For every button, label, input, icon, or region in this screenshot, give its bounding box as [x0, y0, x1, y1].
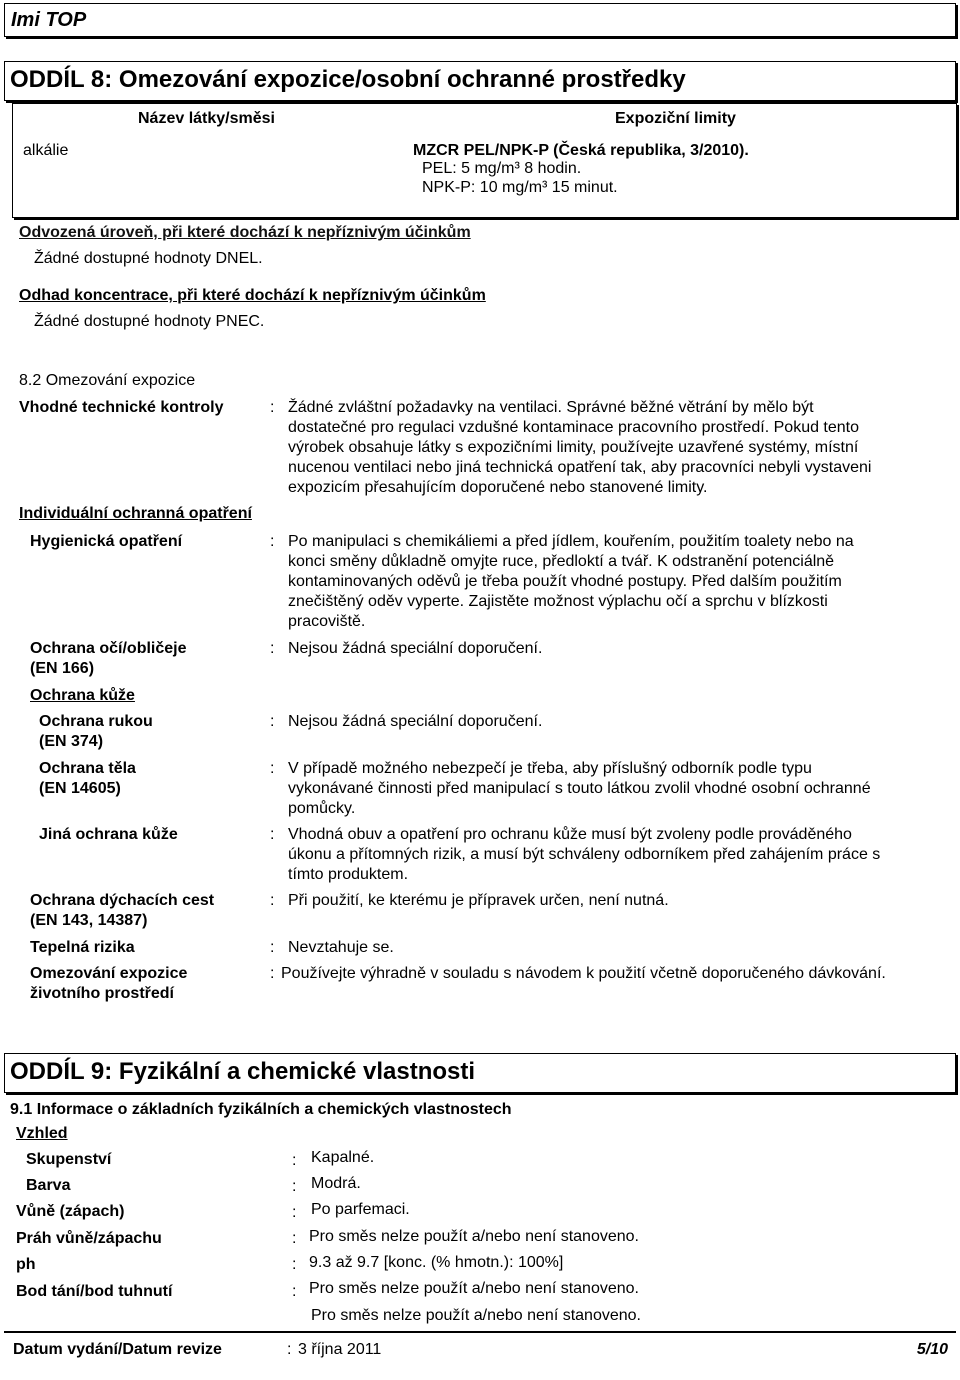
hygiene-label: Hygienická opatření: [30, 533, 183, 550]
document-footer: [4, 1331, 956, 1365]
substance-name: alkálie: [23, 142, 69, 159]
thermal-hazards-label: Tepelná rizika: [30, 939, 135, 956]
tech-controls-value: Žádné zvláštní požadavky na ventilaci. Správné běžné větrání by mělo být dostatečné pro regulaci vzdušné kontaminace pracovního prostředí. Pokud tento výrobek obsahuje látky s expozičními limity, používejte uzavřené systémy, místní nucenou ventilaci nebo jiná technická opatření tak, aby pracovníci nebyli vystaveni expozicím přesahujícím doporučené nebo stanovené limity.: [288, 399, 872, 496]
section-9-1-title: 9.1 Informace o základních fyzikálních a chemických vlastnostech: [10, 1101, 512, 1118]
environmental-exposure-value: Používejte výhradně v souladu s návodem k použití včetně doporučeného dávkování.: [281, 965, 886, 982]
melting-point-extra-value: Pro směs nelze použít a/nebo není stanoveno.: [311, 1307, 641, 1324]
limit-npk: NPK-P: 10 mg/m³ 15 minut.: [422, 179, 618, 196]
hygiene-colon: :: [270, 533, 275, 550]
pnec-value: Žádné dostupné hodnoty PNEC.: [34, 313, 265, 330]
hygiene-value: Po manipulaci s chemikáliemi a před jídlem, kouřením, použitím toalety nebo na konci směny důkladně omyjte ruce, předloktí a tvář. K odstranění potenciálně kontaminovaných oděvů je třeba použít vhodné postupy. Před dalším použitím znečištěný oděv vyperte. Zajistěte možnost výplachu očí a sprchu v blízkosti pracoviště.: [288, 533, 854, 630]
odor-value: Po parfemaci.: [311, 1201, 410, 1218]
pnec-title: Odhad koncentrace, při které dochází k nepříznivým účinkům: [19, 287, 486, 304]
footer-colon: :: [287, 1341, 292, 1358]
hand-protection-label: Ochrana rukou (EN 374): [39, 713, 153, 750]
thermal-hazards-value: Nevztahuje se.: [288, 939, 394, 956]
respiratory-protection-label: Ochrana dýchacích cest (EN 143, 14387): [30, 892, 215, 929]
tech-controls-label: Vhodné technické kontroly: [19, 399, 224, 416]
tech-controls-colon: :: [270, 399, 275, 416]
melting-point-label: Bod tání/bod tuhnutí: [16, 1283, 173, 1300]
other-skin-protection-label: Jiná ochrana kůže: [39, 826, 178, 843]
dnel-title: Odvozená úroveň, při které dochází k nepříznivým účinkům: [19, 224, 471, 241]
environmental-exposure-colon: :: [270, 965, 275, 982]
section-8-2-title: 8.2 Omezování expozice: [19, 372, 196, 389]
section-9-title: ODDÍL 9: Fyzikální a chemické vlastnosti: [10, 1058, 476, 1085]
footer-date: 3 října 2011: [298, 1341, 382, 1358]
odor-threshold-colon: :: [292, 1230, 297, 1247]
environmental-exposure-label: Omezování expozice životního prostředí: [30, 965, 188, 1002]
appearance-title: Vzhled: [16, 1125, 68, 1142]
body-protection-label: Ochrana těla (EN 14605): [39, 760, 136, 797]
respiratory-protection-colon: :: [270, 892, 275, 909]
section-8-title-box: [4, 61, 956, 101]
document-header: [4, 3, 956, 37]
color-value: Modrá.: [311, 1175, 361, 1192]
melting-point-colon: :: [292, 1283, 297, 1300]
body-protection-colon: :: [270, 760, 275, 777]
ph-colon: :: [292, 1256, 297, 1273]
ph-label: ph: [16, 1256, 36, 1273]
eye-protection-colon: :: [270, 640, 275, 657]
individual-measures-title: Individuální ochranná opatření: [19, 505, 252, 522]
skin-protection-title: Ochrana kůže: [30, 687, 135, 704]
dnel-value: Žádné dostupné hodnoty DNEL.: [34, 250, 263, 267]
body-protection-value: V případě možného nebezpečí je třeba, aby příslušný odborník podle typu vykonávané činnosti před manipulací s touto látkou zvolil vhodné osobní ochranné pomůcky.: [288, 760, 871, 817]
other-skin-protection-value: Vhodná obuv a opatření pro ochranu kůže musí být zvoleny podle prováděného úkonu a přítomných rizik, a musí být schváleny odborníkem před zahájením práce s tímto produktem.: [288, 826, 881, 883]
odor-threshold-label: Práh vůně/zápachu: [16, 1230, 162, 1247]
exposure-limits-table: [12, 103, 957, 218]
section-8-title: ODDÍL 8: Omezování expozice/osobní ochranné prostředky: [10, 66, 686, 93]
column-header-substance: Název látky/směsi: [138, 110, 275, 127]
respiratory-protection-value: Při použití, ke kterému je přípravek určen, není nutná.: [288, 892, 669, 909]
page-number: 5/10: [916, 1341, 948, 1358]
hand-protection-value: Nejsou žádná speciální doporučení.: [288, 713, 543, 730]
product-name: Imi TOP: [11, 9, 87, 31]
color-colon: :: [292, 1178, 297, 1195]
hand-protection-colon: :: [270, 713, 275, 730]
ph-value: 9.3 až 9.7 [konc. (% hmotn.): 100%]: [309, 1254, 564, 1271]
other-skin-protection-colon: :: [270, 826, 275, 843]
color-label: Barva: [26, 1177, 71, 1194]
limit-pel: PEL: 5 mg/m³ 8 hodin.: [422, 160, 582, 177]
odor-label: Vůně (zápach): [16, 1203, 125, 1220]
odor-threshold-value: Pro směs nelze použít a/nebo není stanoveno.: [309, 1228, 639, 1245]
melting-point-value: Pro směs nelze použít a/nebo není stanoveno.: [309, 1280, 639, 1297]
footer-date-label: Datum vydání/Datum revize: [13, 1341, 222, 1358]
limit-source: MZCR PEL/NPK-P (Česká republika, 3/2010).: [413, 142, 749, 159]
thermal-hazards-colon: :: [270, 939, 275, 956]
state-colon: :: [292, 1152, 297, 1169]
eye-protection-label: Ochrana očí/obličeje (EN 166): [30, 640, 187, 677]
eye-protection-value: Nejsou žádná speciální doporučení.: [288, 640, 543, 657]
state-label: Skupenství: [26, 1151, 112, 1168]
odor-colon: :: [292, 1204, 297, 1221]
column-header-limits: Expoziční limity: [615, 110, 736, 127]
state-value: Kapalné.: [311, 1149, 375, 1166]
section-9-title-box: [4, 1053, 956, 1093]
